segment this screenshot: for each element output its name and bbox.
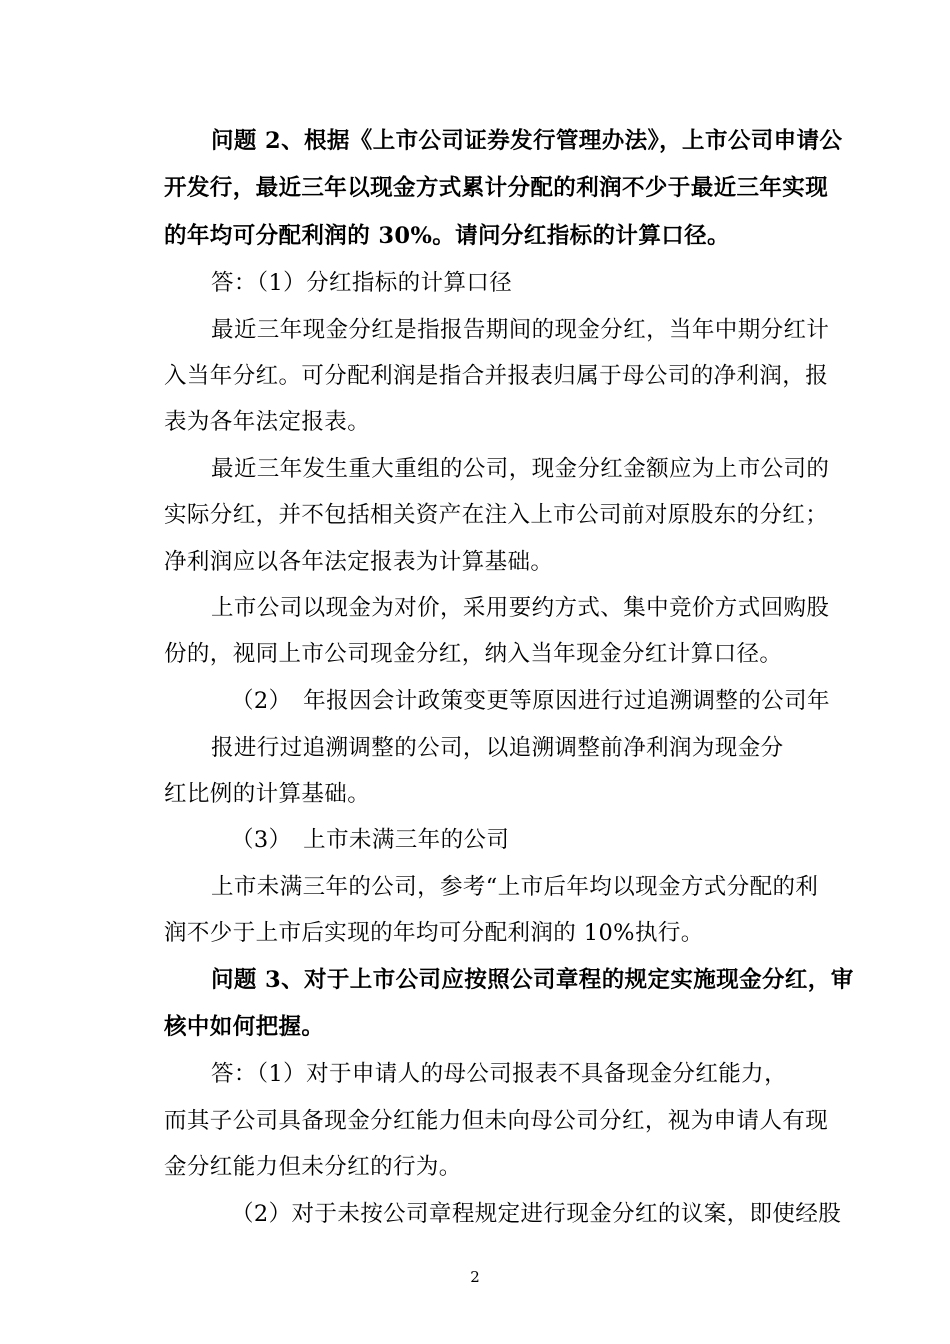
paragraph-line: 而其子公司具备现金分红能力但未向母公司分红，视为申请人有现 <box>164 1108 829 1134</box>
question-2-line-2: 开发行，最近三年以现金方式累计分配的利润不少于最近三年实现 <box>164 175 829 201</box>
question-3-line-1: 问题 3、对于上市公司应按照公司章程的规定实施现金分红，审 <box>211 967 854 993</box>
question-2-line-1: 问题 2、根据《上市公司证券发行管理办法》，上市公司申请公 <box>211 128 843 154</box>
paragraph-line: 表为各年法定报表。 <box>164 409 371 435</box>
paragraph-line: 上市公司以现金为对价，采用要约方式、集中竞价方式回购股 <box>211 595 830 621</box>
paragraph-line: 上市未满三年的公司，参考“上市后年均以现金方式分配的利 <box>211 874 819 900</box>
paragraph-line: 最近三年发生重大重组的公司，现金分红金额应为上市公司的 <box>211 456 830 482</box>
answer-3-heading: 答：（1）对于申请人的母公司报表不具备现金分红能力， <box>211 1061 787 1087</box>
paragraph-line: 入当年分红。可分配利润是指合并报表归属于母公司的净利润，报 <box>164 363 829 389</box>
paragraph-line: （2）对于未按公司章程规定进行现金分红的议案，即使经股 <box>231 1201 842 1227</box>
answer-2-heading: 答：（1）分红指标的计算口径 <box>211 270 513 296</box>
question-2-line-3: 的年均可分配利润的 30%。请问分红指标的计算口径。 <box>164 223 730 249</box>
paragraph-line: 润不少于上市后实现的年均可分配利润的 10%执行。 <box>164 920 704 946</box>
question-3-line-2: 核中如何把握。 <box>164 1014 325 1040</box>
paragraph-line: 金分红能力但未分红的行为。 <box>164 1154 462 1180</box>
paragraph-line: 实际分红，并不包括相关资产在注入上市公司前对原股东的分红； <box>164 502 829 528</box>
item-3-heading: （3） 上市未满三年的公司 <box>231 827 510 853</box>
page-number: 2 <box>470 1268 480 1286</box>
item-2-heading: （2） 年报因会计政策变更等原因进行过追溯调整的公司年 <box>231 688 830 714</box>
paragraph-line: 红比例的计算基础。 <box>164 781 371 807</box>
paragraph-line: 最近三年现金分红是指报告期间的现金分红，当年中期分红计 <box>211 317 830 343</box>
paragraph-line: 净利润应以各年法定报表为计算基础。 <box>164 549 554 575</box>
paragraph-line: 报进行过追溯调整的公司，以追溯调整前净利润为现金分 <box>211 735 784 761</box>
paragraph-line: 份的，视同上市公司现金分红，纳入当年现金分红计算口径。 <box>164 641 783 667</box>
